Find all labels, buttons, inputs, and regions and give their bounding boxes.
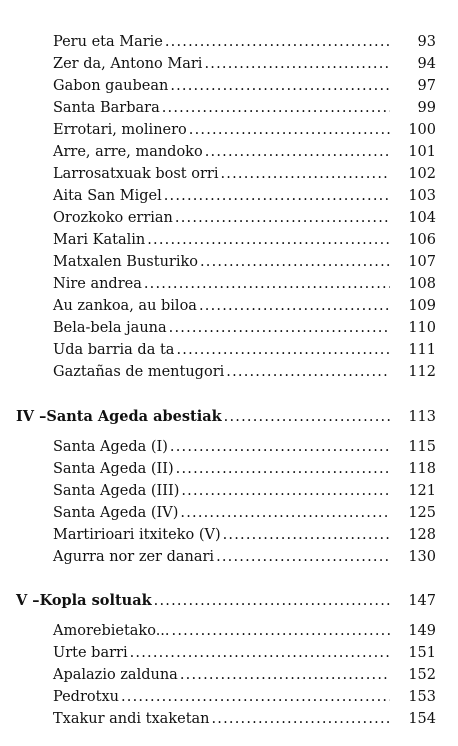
toc-entry-title: Gaztañas de mentugori xyxy=(53,364,225,380)
dot-leader xyxy=(176,339,390,361)
toc-entry-page: 97 xyxy=(417,78,436,94)
toc-entry-title: Pedrotxu xyxy=(53,689,119,705)
toc-entry xyxy=(53,273,390,295)
toc-entry xyxy=(53,524,390,546)
toc-entry-page: 130 xyxy=(408,549,436,565)
toc-entry-page: 153 xyxy=(408,689,436,705)
toc-entry xyxy=(53,546,390,568)
toc-entry-page: 93 xyxy=(417,34,436,50)
toc-entry-title: Agurra nor zer danari xyxy=(53,549,215,565)
section-page: 147 xyxy=(408,593,436,609)
dot-leader xyxy=(144,273,390,295)
toc-entry-page: 108 xyxy=(408,276,436,292)
toc-entry-title: Matxalen Busturiko xyxy=(53,254,198,270)
toc-entry-title: Apalazio zalduna xyxy=(53,667,178,683)
toc-entry-page: 103 xyxy=(408,188,436,204)
toc-entry-title: Errotari, molinero xyxy=(53,122,187,138)
toc-entry xyxy=(53,251,390,273)
toc-entry-page: 112 xyxy=(408,364,436,380)
toc-entry-page: 128 xyxy=(408,527,436,543)
toc-entry xyxy=(53,31,390,53)
toc-entry-title: Gabon gaubean xyxy=(53,78,169,94)
toc-entry xyxy=(53,229,390,251)
toc-entry-page: 118 xyxy=(408,461,436,477)
toc-entry-title: Amorebietako... xyxy=(53,623,170,639)
dot-leader xyxy=(170,436,390,458)
dot-leader xyxy=(181,480,390,502)
toc-entry xyxy=(53,141,390,163)
toc-entry xyxy=(53,664,390,686)
toc-entry xyxy=(53,317,390,339)
dot-leader xyxy=(199,295,390,317)
dot-leader xyxy=(170,75,390,97)
toc-entry-title: Aita San Migel xyxy=(53,188,162,204)
toc-entry xyxy=(53,686,390,708)
toc-entry-title: Orozkoko errian xyxy=(53,210,173,226)
toc-entry xyxy=(53,163,390,185)
toc-entry xyxy=(53,295,390,317)
toc-entry xyxy=(53,361,390,383)
toc-entry xyxy=(53,620,390,642)
dot-leader xyxy=(189,119,390,141)
toc-entry-title: Santa Ageda (IV) xyxy=(53,505,179,521)
toc-entry-title: Txakur andi txaketan xyxy=(53,711,210,727)
dot-leader xyxy=(169,317,390,339)
toc-entry-page: 106 xyxy=(408,232,436,248)
dot-leader xyxy=(180,502,390,524)
toc-entry-page: 151 xyxy=(408,645,436,661)
toc-entry xyxy=(53,708,390,730)
dot-leader xyxy=(200,251,390,273)
dot-leader xyxy=(223,524,390,546)
toc-entry-title: Bela-bela jauna xyxy=(53,320,167,336)
toc-entry-page: 101 xyxy=(408,144,436,160)
dot-leader xyxy=(204,53,390,75)
toc-entry-title: Santa Ageda (I) xyxy=(53,439,168,455)
toc-entry-title: Peru eta Marie xyxy=(53,34,163,50)
dot-leader xyxy=(164,185,390,207)
toc-entry xyxy=(53,642,390,664)
toc-entry xyxy=(53,502,390,524)
dot-leader xyxy=(121,686,390,708)
toc-entry-title: Santa Ageda (II) xyxy=(53,461,174,477)
toc-entry xyxy=(53,75,390,97)
dot-leader xyxy=(220,163,390,185)
toc-entry xyxy=(53,339,390,361)
toc-entry-page: 94 xyxy=(417,56,436,72)
toc-entry-title: Santa Barbara xyxy=(53,100,160,116)
toc-entry-page: 110 xyxy=(408,320,436,336)
dot-leader xyxy=(165,31,390,53)
toc-entry-page: 102 xyxy=(408,166,436,182)
dot-leader xyxy=(147,229,390,251)
dot-leader xyxy=(130,642,390,664)
toc-entry-page: 121 xyxy=(408,483,436,499)
dot-leader xyxy=(226,361,390,383)
dot-leader xyxy=(172,620,390,642)
toc-entry-title: Arre, arre, mandoko xyxy=(53,144,203,160)
toc-entry-title: Zer da, Antono Mari xyxy=(53,56,203,72)
toc-entry-page: 111 xyxy=(408,342,436,358)
toc-entry-title: Larrosatxuak bost orri xyxy=(53,166,219,182)
dot-leader xyxy=(180,664,390,686)
toc-entry-page: 109 xyxy=(408,298,436,314)
toc-entry xyxy=(53,119,390,141)
section-number: V – xyxy=(16,592,40,609)
toc-entry-title: Mari Katalin xyxy=(53,232,146,248)
toc-entry-title: Au zankoa, au biloa xyxy=(53,298,197,314)
toc-entry-page: 115 xyxy=(408,439,436,455)
toc-entry-title: Martirioari itxiteko (V) xyxy=(53,527,221,543)
section-page: 113 xyxy=(408,409,436,425)
toc-entry-page: 154 xyxy=(408,711,436,727)
dot-leader xyxy=(175,207,390,229)
section-heading xyxy=(16,406,390,428)
section-title: Kopla soltuak xyxy=(39,592,152,609)
toc-entry-page: 107 xyxy=(408,254,436,270)
toc-entry-title: Urte barri xyxy=(53,645,128,661)
toc-entry-page: 104 xyxy=(408,210,436,226)
toc-entry-page: 149 xyxy=(408,623,436,639)
dot-leader xyxy=(212,708,391,730)
dot-leader xyxy=(216,546,390,568)
toc-entry xyxy=(53,97,390,119)
toc-entry xyxy=(53,436,390,458)
toc-entry-title: Nire andrea xyxy=(53,276,142,292)
toc-entry-page: 125 xyxy=(408,505,436,521)
toc-entry-page: 152 xyxy=(408,667,436,683)
dot-leader xyxy=(205,141,390,163)
toc-entry-page: 100 xyxy=(408,122,436,138)
section-title: Santa Ageda abestiak xyxy=(46,408,222,425)
toc-entry-title: Uda barria da ta xyxy=(53,342,175,358)
toc-entry-title: Santa Ageda (III) xyxy=(53,483,180,499)
toc-entry-page: 99 xyxy=(417,100,436,116)
toc-entry xyxy=(53,480,390,502)
toc-entry xyxy=(53,458,390,480)
section-number: IV – xyxy=(16,408,47,425)
dot-leader xyxy=(176,458,390,480)
toc-entry xyxy=(53,53,390,75)
toc-entry xyxy=(53,185,390,207)
toc-entry xyxy=(53,207,390,229)
dot-leader xyxy=(154,590,390,612)
section-heading xyxy=(16,590,390,612)
dot-leader xyxy=(224,406,390,428)
dot-leader xyxy=(162,97,390,119)
